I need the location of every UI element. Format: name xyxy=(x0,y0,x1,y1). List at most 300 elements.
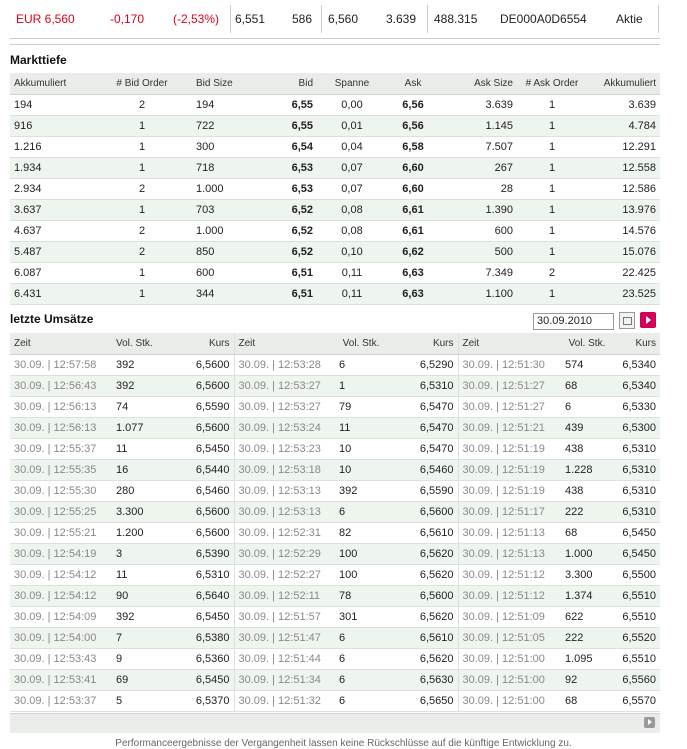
cell-zeit: 30.09. | 12:54:19 xyxy=(10,544,112,565)
cell-zeit: 30.09. | 12:51:19 xyxy=(458,439,561,460)
cell-zeit: 30.09. | 12:51:47 xyxy=(234,628,335,649)
cell-bid: 6,52 xyxy=(267,221,317,242)
cell-zeit: 30.09. | 12:51:30 xyxy=(458,355,561,376)
cell-ask-order: 1 xyxy=(517,200,587,221)
cell-vol: 92 xyxy=(561,670,613,691)
cell-kurs: 6,5630 xyxy=(387,670,458,691)
cell-spanne: 0,10 xyxy=(317,242,387,263)
table-row xyxy=(10,544,660,565)
cell-spanne: 0,11 xyxy=(317,284,387,305)
divider xyxy=(10,44,660,45)
table-row xyxy=(10,670,660,691)
cell-kurs: 6,5600 xyxy=(387,502,458,523)
cell-vol: 6 xyxy=(335,355,387,376)
cell-akkumuliert-ask: 12.291 xyxy=(587,137,660,158)
table-row xyxy=(10,460,660,481)
cell-kurs: 6,5510 xyxy=(613,586,660,607)
cell-ask-size: 7.349 xyxy=(439,263,517,284)
table-row xyxy=(10,418,660,439)
table-row xyxy=(10,355,660,376)
cell-kurs: 6,5450 xyxy=(164,607,234,628)
date-input[interactable]: 30.09.2010 xyxy=(533,313,614,330)
cell-zeit: 30.09. | 12:51:21 xyxy=(458,418,561,439)
cell-kurs: 6,5570 xyxy=(613,691,660,712)
quote-type: Aktie xyxy=(616,12,643,26)
quote-ask: 6,560 xyxy=(328,12,359,26)
cell-zeit: 30.09. | 12:51:17 xyxy=(458,502,561,523)
calendar-icon[interactable] xyxy=(619,312,635,329)
cell-kurs: 6,5340 xyxy=(613,355,660,376)
cell-vol: 6 xyxy=(335,502,387,523)
cell-ask-size: 3.639 xyxy=(439,95,517,116)
cell-vol: 100 xyxy=(335,565,387,586)
table-row xyxy=(10,263,660,284)
quote-bid-size: 586 xyxy=(292,12,313,26)
table-row xyxy=(10,137,660,158)
table-row xyxy=(10,586,660,607)
cell-vol: 6 xyxy=(561,397,613,418)
cell-vol: 392 xyxy=(112,376,164,397)
cell-zeit: 30.09. | 12:55:37 xyxy=(10,439,112,460)
header-akkumuliert-ask: Akkumuliert xyxy=(587,73,660,95)
cell-zeit: 30.09. | 12:55:21 xyxy=(10,523,112,544)
cell-vol: 438 xyxy=(561,481,613,502)
header-kurs: Kurs xyxy=(164,333,234,355)
cell-kurs: 6,5310 xyxy=(613,460,660,481)
cell-ask-size: 28 xyxy=(439,179,517,200)
cell-zeit: 30.09. | 12:56:13 xyxy=(10,418,112,439)
cell-kurs: 6,5650 xyxy=(387,691,458,712)
table-row xyxy=(10,200,660,221)
cell-vol: 11 xyxy=(112,439,164,460)
cell-akkumuliert-bid: 1.216 xyxy=(10,137,92,158)
cell-bid-order: 2 xyxy=(92,242,192,263)
cell-spanne: 0,08 xyxy=(317,221,387,242)
header-spanne: Spanne xyxy=(317,73,387,95)
cell-vol: 100 xyxy=(335,544,387,565)
go-arrow-button[interactable] xyxy=(640,312,656,328)
cell-zeit: 30.09. | 12:51:12 xyxy=(458,565,561,586)
header-vol: Vol. Stk. xyxy=(335,333,387,355)
cell-vol: 74 xyxy=(112,397,164,418)
cell-kurs: 6,5310 xyxy=(613,481,660,502)
cell-kurs: 6,5470 xyxy=(387,397,458,418)
table-row xyxy=(10,481,660,502)
cell-akkumuliert-ask: 3.639 xyxy=(587,95,660,116)
cell-ask-order: 1 xyxy=(517,137,587,158)
cell-vol: 68 xyxy=(561,523,613,544)
cell-spanne: 0,11 xyxy=(317,263,387,284)
table-row xyxy=(10,284,660,305)
cell-kurs: 6,5450 xyxy=(164,670,234,691)
cell-ask: 6,58 xyxy=(387,137,439,158)
cell-kurs: 6,5380 xyxy=(164,628,234,649)
cell-ask: 6,61 xyxy=(387,221,439,242)
cell-kurs: 6,5600 xyxy=(164,502,234,523)
cell-vol: 10 xyxy=(335,460,387,481)
header-bid-size: Bid Size xyxy=(192,73,267,95)
cell-zeit: 30.09. | 12:53:24 xyxy=(234,418,335,439)
cell-bid: 6,52 xyxy=(267,242,317,263)
table-row xyxy=(10,565,660,586)
table-row xyxy=(10,95,660,116)
quote-isin: DE000A0D6554 xyxy=(500,12,587,26)
cell-vol: 622 xyxy=(561,607,613,628)
cell-ask: 6,63 xyxy=(387,263,439,284)
cell-bid: 6,55 xyxy=(267,116,317,137)
cell-zeit: 30.09. | 12:51:00 xyxy=(458,649,561,670)
table-row xyxy=(10,242,660,263)
cell-ask-size: 1.100 xyxy=(439,284,517,305)
cell-vol: 6 xyxy=(335,628,387,649)
cell-kurs: 6,5310 xyxy=(613,439,660,460)
cell-bid: 6,54 xyxy=(267,137,317,158)
cell-akkumuliert-bid: 916 xyxy=(10,116,92,137)
table-row xyxy=(10,502,660,523)
cell-zeit: 30.09. | 12:52:29 xyxy=(234,544,335,565)
cell-zeit: 30.09. | 12:54:00 xyxy=(10,628,112,649)
cell-vol: 1.374 xyxy=(561,586,613,607)
cell-bid-size: 344 xyxy=(192,284,267,305)
cell-bid: 6,53 xyxy=(267,179,317,200)
cell-zeit: 30.09. | 12:53:27 xyxy=(234,376,335,397)
cell-ask-order: 1 xyxy=(517,179,587,200)
cell-zeit: 30.09. | 12:56:43 xyxy=(10,376,112,397)
cell-bid: 6,53 xyxy=(267,158,317,179)
cell-zeit: 30.09. | 12:54:09 xyxy=(10,607,112,628)
cell-ask-size: 500 xyxy=(439,242,517,263)
cell-vol: 3 xyxy=(112,544,164,565)
cell-kurs: 6,5310 xyxy=(164,565,234,586)
table-row xyxy=(10,158,660,179)
cell-bid: 6,51 xyxy=(267,284,317,305)
cell-zeit: 30.09. | 12:51:32 xyxy=(234,691,335,712)
header-zeit: Zeit xyxy=(10,333,112,355)
cell-vol: 222 xyxy=(561,502,613,523)
cell-zeit: 30.09. | 12:51:00 xyxy=(458,691,561,712)
cell-kurs: 6,5460 xyxy=(387,460,458,481)
umsaetze-header-row xyxy=(10,333,660,355)
cell-kurs: 6,5510 xyxy=(613,649,660,670)
cell-bid-order: 1 xyxy=(92,263,192,284)
cell-vol: 1.228 xyxy=(561,460,613,481)
table-row xyxy=(10,376,660,397)
header-zeit: Zeit xyxy=(234,333,335,355)
cell-bid-size: 1.000 xyxy=(192,179,267,200)
cell-zeit: 30.09. | 12:51:27 xyxy=(458,376,561,397)
cell-vol: 1 xyxy=(335,376,387,397)
cell-zeit: 30.09. | 12:51:13 xyxy=(458,544,561,565)
cell-ask: 6,60 xyxy=(387,158,439,179)
cell-bid-size: 1.000 xyxy=(192,221,267,242)
next-page-arrow-icon[interactable] xyxy=(644,717,655,728)
cell-kurs: 6,5370 xyxy=(164,691,234,712)
cell-bid-order: 1 xyxy=(92,116,192,137)
cell-kurs: 6,5450 xyxy=(613,523,660,544)
cell-akkumuliert-ask: 4.784 xyxy=(587,116,660,137)
cell-kurs: 6,5310 xyxy=(613,502,660,523)
cell-kurs: 6,5620 xyxy=(387,649,458,670)
cell-zeit: 30.09. | 12:51:05 xyxy=(458,628,561,649)
cell-bid-size: 850 xyxy=(192,242,267,263)
cell-ask: 6,62 xyxy=(387,242,439,263)
header-bid-order: # Bid Order xyxy=(92,73,192,95)
cell-kurs: 6,5300 xyxy=(613,418,660,439)
cell-kurs: 6,5510 xyxy=(613,607,660,628)
cell-akkumuliert-ask: 13.976 xyxy=(587,200,660,221)
cell-kurs: 6,5450 xyxy=(613,544,660,565)
cell-vol: 1.095 xyxy=(561,649,613,670)
cell-vol: 68 xyxy=(561,376,613,397)
cell-ask: 6,63 xyxy=(387,284,439,305)
cell-zeit: 30.09. | 12:53:23 xyxy=(234,439,335,460)
cell-kurs: 6,5620 xyxy=(387,607,458,628)
cell-bid-size: 703 xyxy=(192,200,267,221)
cell-kurs: 6,5600 xyxy=(164,418,234,439)
cell-bid: 6,52 xyxy=(267,200,317,221)
cell-vol: 79 xyxy=(335,397,387,418)
cell-ask-size: 267 xyxy=(439,158,517,179)
cell-vol: 3.300 xyxy=(112,502,164,523)
cell-spanne: 0,01 xyxy=(317,116,387,137)
cell-vol: 82 xyxy=(335,523,387,544)
cell-kurs: 6,5360 xyxy=(164,649,234,670)
cell-vol: 301 xyxy=(335,607,387,628)
table-row xyxy=(10,607,660,628)
cell-ask-order: 1 xyxy=(517,95,587,116)
cell-zeit: 30.09. | 12:54:12 xyxy=(10,586,112,607)
table-footer-bar xyxy=(10,713,660,733)
cell-zeit: 30.09. | 12:51:19 xyxy=(458,460,561,481)
cell-kurs: 6,5600 xyxy=(387,586,458,607)
cell-zeit: 30.09. | 12:51:57 xyxy=(234,607,335,628)
header-ask-order: # Ask Order xyxy=(517,73,587,95)
cell-akkumuliert-ask: 14.576 xyxy=(587,221,660,242)
cell-bid-order: 1 xyxy=(92,158,192,179)
cell-vol: 392 xyxy=(112,355,164,376)
cell-zeit: 30.09. | 12:57:58 xyxy=(10,355,112,376)
cell-vol: 11 xyxy=(112,565,164,586)
cell-ask-order: 1 xyxy=(517,116,587,137)
cell-ask-size: 1.145 xyxy=(439,116,517,137)
cell-zeit: 30.09. | 12:53:41 xyxy=(10,670,112,691)
cell-zeit: 30.09. | 12:53:37 xyxy=(10,691,112,712)
header-bid: Bid xyxy=(267,73,317,95)
cell-kurs: 6,5390 xyxy=(164,544,234,565)
cell-akkumuliert-bid: 4.637 xyxy=(10,221,92,242)
disclaimer-text: Performanceergebnisse der Vergangenheit lassen keine Rückschlüsse auf die künftige Entwicklung zu. xyxy=(115,738,572,749)
header-ask: Ask xyxy=(387,73,439,95)
cell-kurs: 6,5590 xyxy=(164,397,234,418)
cell-vol: 10 xyxy=(335,439,387,460)
cell-kurs: 6,5560 xyxy=(613,670,660,691)
cell-vol: 9 xyxy=(112,649,164,670)
cell-akkumuliert-ask: 22.425 xyxy=(587,263,660,284)
header-akkumuliert-bid: Akkumuliert xyxy=(10,73,92,95)
quote-bid: 6,551 xyxy=(235,12,266,26)
cell-zeit: 30.09. | 12:51:27 xyxy=(458,397,561,418)
quote-bar xyxy=(10,0,660,39)
cell-vol: 69 xyxy=(112,670,164,691)
quote-price: EUR 6,560 xyxy=(16,12,75,26)
cell-ask: 6,56 xyxy=(387,95,439,116)
cell-akkumuliert-ask: 23.525 xyxy=(587,284,660,305)
cell-vol: 16 xyxy=(112,460,164,481)
cell-akkumuliert-bid: 194 xyxy=(10,95,92,116)
cell-vol: 280 xyxy=(112,481,164,502)
cell-zeit: 30.09. | 12:51:19 xyxy=(458,481,561,502)
cell-bid-size: 194 xyxy=(192,95,267,116)
cell-ask-order: 1 xyxy=(517,284,587,305)
quote-volume: 488.315 xyxy=(434,12,478,26)
cell-akkumuliert-bid: 6.431 xyxy=(10,284,92,305)
header-kurs: Kurs xyxy=(387,333,458,355)
table-row xyxy=(10,179,660,200)
cell-bid-order: 1 xyxy=(92,200,192,221)
header-vol: Vol. Stk. xyxy=(112,333,164,355)
cell-akkumuliert-ask: 12.586 xyxy=(587,179,660,200)
cell-vol: 574 xyxy=(561,355,613,376)
quote-separator xyxy=(427,5,428,33)
cell-zeit: 30.09. | 12:51:34 xyxy=(234,670,335,691)
table-row xyxy=(10,628,660,649)
cell-vol: 392 xyxy=(112,607,164,628)
cell-bid: 6,55 xyxy=(267,95,317,116)
cell-ask-size: 600 xyxy=(439,221,517,242)
cell-vol: 222 xyxy=(561,628,613,649)
cell-vol: 1.200 xyxy=(112,523,164,544)
cell-zeit: 30.09. | 12:51:09 xyxy=(458,607,561,628)
cell-bid-order: 2 xyxy=(92,179,192,200)
cell-bid-size: 718 xyxy=(192,158,267,179)
table-row xyxy=(10,523,660,544)
cell-zeit: 30.09. | 12:53:18 xyxy=(234,460,335,481)
cell-zeit: 30.09. | 12:55:30 xyxy=(10,481,112,502)
cell-kurs: 6,5620 xyxy=(387,544,458,565)
cell-zeit: 30.09. | 12:53:13 xyxy=(234,481,335,502)
cell-akkumuliert-bid: 3.637 xyxy=(10,200,92,221)
cell-vol: 392 xyxy=(335,481,387,502)
quote-separator xyxy=(658,5,659,33)
quote-ask-size: 3.639 xyxy=(386,12,417,26)
table-row xyxy=(10,221,660,242)
cell-akkumuliert-bid: 6.087 xyxy=(10,263,92,284)
cell-zeit: 30.09. | 12:54:12 xyxy=(10,565,112,586)
cell-vol: 90 xyxy=(112,586,164,607)
table-row xyxy=(10,649,660,670)
quote-separator xyxy=(321,5,322,33)
cell-spanne: 0,07 xyxy=(317,179,387,200)
cell-kurs: 6,5450 xyxy=(164,439,234,460)
cell-vol: 6 xyxy=(335,691,387,712)
cell-vol: 6 xyxy=(335,670,387,691)
cell-akkumuliert-bid: 2.934 xyxy=(10,179,92,200)
cell-zeit: 30.09. | 12:56:13 xyxy=(10,397,112,418)
cell-zeit: 30.09. | 12:55:25 xyxy=(10,502,112,523)
cell-vol: 439 xyxy=(561,418,613,439)
cell-zeit: 30.09. | 12:52:27 xyxy=(234,565,335,586)
cell-kurs: 6,5520 xyxy=(613,628,660,649)
cell-akkumuliert-bid: 5.487 xyxy=(10,242,92,263)
quote-change: -0,170 xyxy=(110,12,145,26)
cell-zeit: 30.09. | 12:53:28 xyxy=(234,355,335,376)
cell-ask: 6,60 xyxy=(387,179,439,200)
cell-kurs: 6,5340 xyxy=(613,376,660,397)
markttiefe-table xyxy=(10,73,660,305)
cell-kurs: 6,5600 xyxy=(164,355,234,376)
cell-kurs: 6,5330 xyxy=(613,397,660,418)
cell-kurs: 6,5610 xyxy=(387,523,458,544)
cell-kurs: 6,5600 xyxy=(164,376,234,397)
umsaetze-table xyxy=(10,333,660,712)
cell-ask-size: 7.507 xyxy=(439,137,517,158)
cell-bid-order: 2 xyxy=(92,95,192,116)
cell-zeit: 30.09. | 12:55:35 xyxy=(10,460,112,481)
cell-ask-order: 2 xyxy=(517,263,587,284)
quote-change-pct: (-2,53%) xyxy=(173,12,220,26)
cell-vol: 3.300 xyxy=(561,565,613,586)
cell-spanne: 0,08 xyxy=(317,200,387,221)
cell-zeit: 30.09. | 12:53:13 xyxy=(234,502,335,523)
cell-vol: 438 xyxy=(561,439,613,460)
cell-ask-order: 1 xyxy=(517,221,587,242)
cell-zeit: 30.09. | 12:51:44 xyxy=(234,649,335,670)
header-kurs: Kurs xyxy=(613,333,660,355)
cell-vol: 6 xyxy=(335,649,387,670)
cell-vol: 7 xyxy=(112,628,164,649)
cell-kurs: 6,5500 xyxy=(613,565,660,586)
cell-kurs: 6,5470 xyxy=(387,418,458,439)
markttiefe-header-row xyxy=(10,73,660,95)
cell-kurs: 6,5610 xyxy=(387,628,458,649)
umsaetze-title: letzte Umsätze xyxy=(10,312,94,326)
cell-vol: 68 xyxy=(561,691,613,712)
cell-ask-size: 1.390 xyxy=(439,200,517,221)
cell-bid-order: 2 xyxy=(92,221,192,242)
cell-bid-size: 300 xyxy=(192,137,267,158)
cell-vol: 1.077 xyxy=(112,418,164,439)
cell-spanne: 0,07 xyxy=(317,158,387,179)
cell-kurs: 6,5460 xyxy=(164,481,234,502)
cell-zeit: 30.09. | 12:52:11 xyxy=(234,586,335,607)
cell-kurs: 6,5640 xyxy=(164,586,234,607)
table-row xyxy=(10,116,660,137)
cell-ask-order: 1 xyxy=(517,158,587,179)
cell-kurs: 6,5310 xyxy=(387,376,458,397)
cell-vol: 78 xyxy=(335,586,387,607)
cell-ask: 6,56 xyxy=(387,116,439,137)
cell-zeit: 30.09. | 12:51:00 xyxy=(458,670,561,691)
cell-spanne: 0,00 xyxy=(317,95,387,116)
cell-ask-order: 1 xyxy=(517,242,587,263)
quote-separator xyxy=(230,5,231,33)
cell-kurs: 6,5290 xyxy=(387,355,458,376)
cell-bid: 6,51 xyxy=(267,263,317,284)
cell-bid-size: 600 xyxy=(192,263,267,284)
cell-vol: 11 xyxy=(335,418,387,439)
table-row xyxy=(10,691,660,712)
cell-akkumuliert-ask: 15.076 xyxy=(587,242,660,263)
cell-ask: 6,61 xyxy=(387,200,439,221)
cell-vol: 1.000 xyxy=(561,544,613,565)
cell-spanne: 0,04 xyxy=(317,137,387,158)
table-row xyxy=(10,397,660,418)
cell-bid-order: 1 xyxy=(92,137,192,158)
header-vol: Vol. Stk. xyxy=(561,333,613,355)
table-row xyxy=(10,439,660,460)
cell-zeit: 30.09. | 12:51:12 xyxy=(458,586,561,607)
cell-kurs: 6,5470 xyxy=(387,439,458,460)
